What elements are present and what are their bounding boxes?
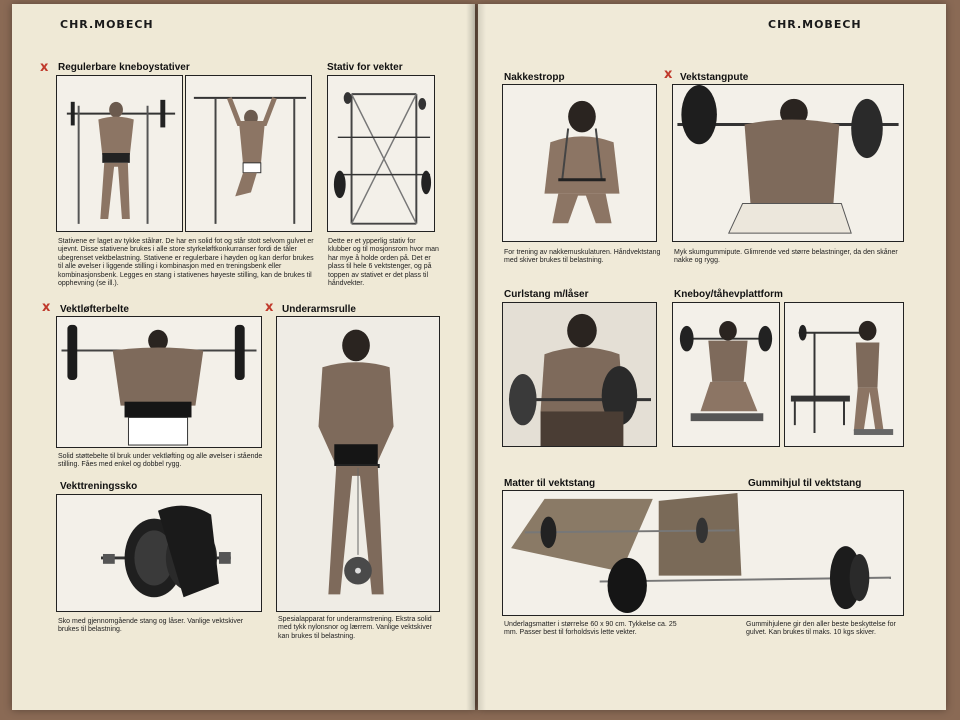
pen-mark: x [42,300,51,315]
heading-matter: Matter til vektstang [504,478,596,489]
left-page [12,4,475,710]
brand-logo-right: CHR.MOBECH [768,18,862,31]
photo-nakkestropp [502,84,657,242]
heading-vekttreningssko: Vekttreningssko [60,481,138,492]
photo-kneboystativ-2 [185,75,312,232]
caption-stativ: Dette er et ypperlig stativ for klubber og til mosjonsrom hvor man har mye å holde orden på. Det er plass til hele 6 vektstenger, og på toppen av stativet er det plass til håndvekter. [328,238,439,288]
photo-vektlofterbelte [56,316,262,448]
photo-plattform-2 [784,302,904,447]
heading-kneboystativer: Regulerbare kneboystativer [58,62,190,73]
photo-underarmsrulle [276,316,440,612]
photo-stativ-for-vekter [327,75,435,232]
caption-vekttreningssko: Sko med gjennomgående stang og låser. Vanlige vektskiver brukes til belastning. [58,618,244,634]
heading-underarmsrulle: Underarmsrulle [282,304,356,315]
pen-mark: x [265,300,274,315]
caption-vektstangpute: Myk skumgummipute. Glimrende ved større belastninger, da den skåner nakke og rygg. [674,249,898,265]
caption-gummihjul: Gummihjulene gir den aller beste beskyttelse for gulvet. Kan brukes til maks. 10 kgs skiver. [746,621,896,637]
right-page [478,4,946,710]
photo-kneboystativ-1 [56,75,183,232]
page-gutter [466,4,486,710]
heading-curlstang: Curlstang m/låser [504,289,589,300]
caption-kneboystativer: Stativene er laget av tykke stålrør. De har en solid fot og står stott selvom gulvet er ujevnt. Disse stativene brukes i alle store styrkeløftkonkurranser fordi de tåler ubegrenset vektbelastning. Stativene er regulerbare i høyden og kan derfor brukes til alle øvelser i liggende stilling i kombinasjon med en treningsbenk eller kombinasjonsbenk. Legges en stang i stativenes høyeste stilling, kan de brukes til opphevning (se ill.). [58,238,314,288]
heading-belte: Vektløfterbelte [60,304,129,315]
caption-belte: Solid støttebelte til bruk under vektløfting og alle øvelser i stående stilling. Fåes med enkel og dobbel rygg. [58,453,263,469]
heading-nakkestropp: Nakkestropp [504,72,565,83]
heading-gummihjul: Gummihjul til vektstang [748,478,862,489]
photo-plattform-1 [672,302,780,447]
caption-underarmsrulle: Spesialapparat for underarmstrening. Ekstra solid med tykk nylonsnor og lærrem. Vanlige vektskiver kan brukes til belastning. [278,616,432,640]
heading-plattform: Kneboy/tåhevplattform [674,289,783,300]
heading-stativ: Stativ for vekter [327,62,403,73]
pen-mark: x [664,67,673,82]
brand-logo-left: CHR.MOBECH [60,18,154,31]
photo-matter-og-gummihjul [502,490,904,616]
photo-curlstang [502,302,657,447]
pen-mark: x [40,60,49,75]
caption-nakkestropp: For trening av nakkemuskulaturen. Håndvektstang med skiver brukes til belastning. [504,249,661,265]
heading-vektstangpute: Vektstangpute [680,72,749,83]
photo-vekttreningssko [56,494,262,612]
photo-vektstangpute [672,84,904,242]
caption-matter: Underlagsmatter i størrelse 60 x 90 cm. Tykkelse ca. 25 mm. Passer best til forholdsvis lette vekter. [504,621,677,637]
